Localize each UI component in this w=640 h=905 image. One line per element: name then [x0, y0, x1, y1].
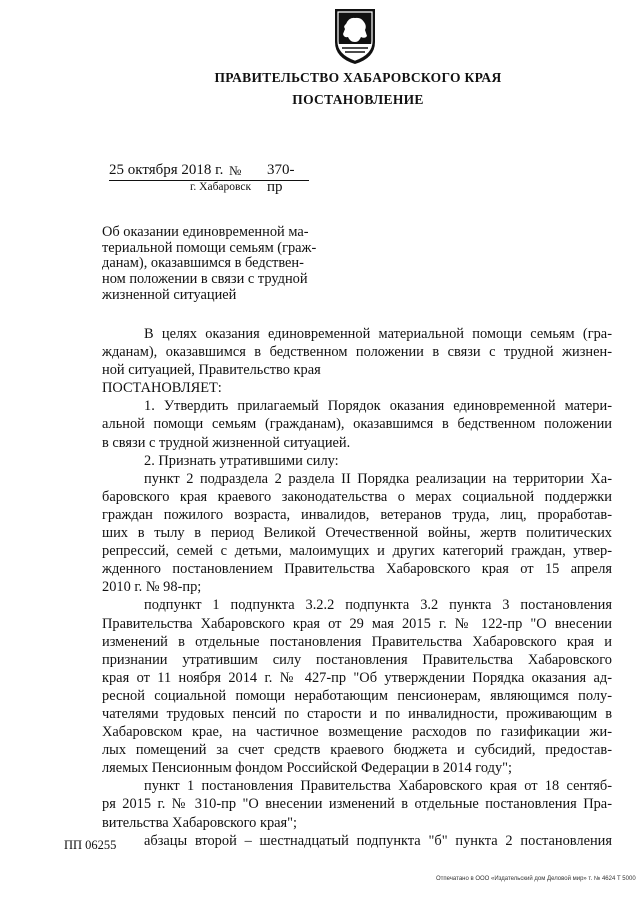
printer-imprint: Отпечатано в ООО «Издательский дом Деловой мир» т. № 4624 Т 5000 [436, 876, 636, 882]
body-line: абзацы второй – шестнадцатый подпункта "б" пункта 2 постановления [144, 832, 612, 849]
body-line: Хабаровском крае, на частичное возмещение расходов по газификации жи- [102, 724, 612, 741]
organization-title: ПРАВИТЕЛЬСТВО ХАБАРОВСКОГО КРАЯ [214, 70, 502, 85]
city: г. Хабаровск [190, 181, 252, 193]
subject-line: Об оказании единовременной ма- [102, 224, 309, 240]
body-line: признании утратившим силу постановления Правительства Хабаровского [102, 651, 612, 668]
document-body [102, 325, 612, 850]
body-line: вительства Хабаровского края"; [102, 814, 298, 831]
subject-line: териальной помощи семьям (граж- [102, 239, 317, 256]
body-line: края от 11 ноября 2014 г. № 427-пр "Об утверждении Порядка оказания ад- [102, 669, 612, 686]
body-line: баровского края краевого законодательства о мерах социальной поддержки [102, 488, 612, 505]
body-line: ПОСТАНОВЛЯЕТ: [102, 380, 222, 397]
body-line: чателями трудовых пенсий по старости и по инвалидности, проживающим в [102, 705, 612, 722]
subject-line: ном положении в связи с трудной [102, 271, 308, 288]
body-line: 2. Признать утратившими силу: [144, 452, 339, 469]
subject-line: жизненной ситуацией [102, 286, 237, 303]
body-line: подпункт 1 подпункта 3.2.2 подпункта 3.2 пункта 3 постановления [144, 597, 612, 614]
body-line: лых помещений за счет средств краевого бюджета и субсидий, предостав- [102, 742, 612, 759]
body-line: пункт 2 подраздела 2 раздела II Порядка реализации на территории Ха- [144, 470, 612, 487]
body-line: жданам), оказавшимся в бедственном положении в связи с трудной жизнен- [102, 344, 612, 361]
document-code: ПП 06255 [64, 838, 117, 852]
body-line: жденного постановлением Правительства Хабаровского края от 15 апреля [102, 561, 612, 578]
body-line: в связи с трудной жизненной ситуацией. [102, 434, 351, 451]
document-date: 25 октября 2018 г. [109, 162, 224, 178]
coat-of-arms-icon [332, 6, 378, 66]
body-line: пункт 1 постановления Правительства Хабаровского края от 18 сентяб- [144, 778, 612, 795]
subject-line: данам), оказавшимся в бедствен- [102, 255, 304, 272]
body-line: Правительства Хабаровского края от 29 мая 2015 г. № 122-пр "О внесении [102, 615, 612, 632]
body-line: 2010 г. № 98-пр; [102, 579, 202, 596]
body-line: ресной социальной помощи неработающим пенсионерам, являющимся полу- [102, 687, 612, 704]
body-line: граждан пожилого возраста, инвалидов, ветеранов труда, лиц, проработав- [102, 506, 612, 523]
body-line: ших в тылу в период Великой Отечественной войны, жертв политических [102, 525, 612, 542]
body-line: репрессий, семей с детьми, малоимущих и других категорий граждан, утвер- [102, 543, 612, 560]
document-type: ПОСТАНОВЛЕНИЕ [292, 92, 424, 107]
body-line: альной помощи семьям (гражданам), оказавшимся в бедственном положении [102, 416, 612, 433]
body-line: ря 2015 г. № 310-пр "О внесении изменений в отдельные постановления Пра- [102, 796, 612, 813]
body-line: ной ситуацией, Правительство края [102, 362, 321, 379]
number-sign: № [229, 163, 242, 178]
document-number: 370-пр [267, 162, 295, 195]
body-line: 1. Утвердить прилагаемый Порядок оказания единовременной матери- [144, 398, 612, 415]
document-subject [102, 224, 317, 304]
body-line: В целях оказания единовременной материальной помощи семьям (гра- [144, 326, 612, 342]
body-line: изменений в отдельные постановления Правительства Хабаровского края и [102, 633, 612, 650]
body-line: ляемых Пенсионным фондом Российской Федерации в 2014 году"; [102, 760, 513, 777]
